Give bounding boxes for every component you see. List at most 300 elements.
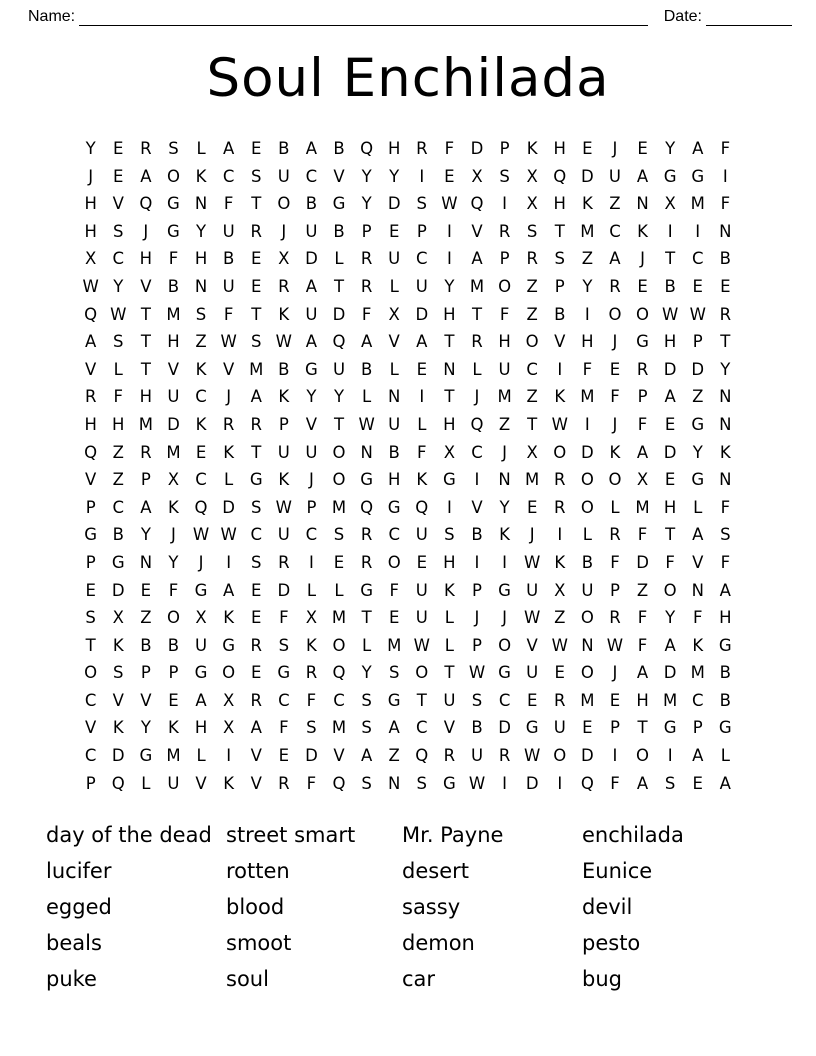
grid-cell[interactable]: S [554, 249, 565, 269]
grid-cell[interactable]: O [498, 276, 512, 296]
grid-cell[interactable]: V [388, 332, 400, 352]
grid-cell[interactable]: M [166, 304, 181, 324]
grid-cell[interactable]: E [637, 276, 648, 296]
grid-cell[interactable]: J [640, 249, 645, 269]
grid-cell[interactable]: T [333, 276, 345, 296]
grid-cell[interactable]: C [305, 166, 318, 186]
grid-cell[interactable]: D [415, 304, 429, 324]
grid-cell[interactable]: R [250, 414, 262, 434]
grid-cell[interactable]: Y [692, 442, 703, 462]
grid-cell[interactable]: C [195, 387, 207, 407]
grid-cell[interactable]: H [636, 690, 649, 710]
grid-cell[interactable]: D [663, 442, 677, 462]
word-list-item[interactable]: soul [226, 967, 269, 992]
grid-cell[interactable]: W [110, 304, 127, 324]
grid-cell[interactable]: H [139, 249, 153, 269]
grid-cell[interactable]: E [251, 139, 262, 158]
grid-cell[interactable]: X [443, 442, 456, 462]
grid-cell[interactable]: X [554, 580, 566, 600]
grid-cell[interactable]: A [692, 525, 704, 545]
grid-cell[interactable]: O [580, 470, 594, 490]
grid-cell[interactable]: B [167, 276, 180, 296]
grid-cell[interactable]: Y [168, 552, 179, 572]
grid-cell[interactable]: S [250, 497, 262, 517]
grid-cell[interactable]: W [220, 525, 237, 545]
grid-cell[interactable]: H [387, 470, 401, 490]
grid-cell[interactable]: J [474, 608, 480, 628]
grid-cell[interactable]: M [166, 442, 181, 462]
grid-cell[interactable]: T [85, 635, 96, 655]
grid-cell[interactable]: B [388, 442, 400, 462]
grid-cell[interactable]: E [113, 166, 124, 186]
grid-cell[interactable]: W [358, 414, 375, 434]
grid-cell[interactable]: E [664, 470, 676, 490]
grid-cell[interactable]: K [112, 718, 124, 738]
grid-cell[interactable]: Y [140, 525, 151, 545]
grid-cell[interactable]: E [582, 718, 593, 738]
grid-cell[interactable]: T [140, 332, 151, 352]
grid-cell[interactable]: J [612, 663, 618, 683]
name-write-line[interactable] [79, 11, 648, 26]
grid-cell[interactable]: D [581, 442, 594, 462]
grid-cell[interactable]: I [557, 359, 563, 379]
grid-cell[interactable]: Y [333, 387, 345, 407]
grid-cell[interactable]: K [554, 552, 566, 572]
grid-cell[interactable]: J [171, 525, 176, 545]
word-search-grid[interactable] [77, 135, 739, 797]
grid-cell[interactable]: M [249, 359, 264, 379]
word-list-item[interactable]: puke [46, 967, 97, 992]
grid-cell[interactable]: L [389, 359, 399, 379]
grid-cell[interactable]: P [609, 580, 620, 600]
grid-cell[interactable]: O [387, 552, 401, 572]
date-write-line[interactable] [706, 11, 792, 26]
grid-cell[interactable]: N [443, 359, 456, 379]
grid-cell[interactable]: T [720, 332, 731, 352]
grid-cell[interactable]: D [111, 746, 125, 766]
grid-cell[interactable]: L [113, 359, 123, 379]
grid-cell[interactable]: L [141, 773, 151, 793]
grid-cell[interactable]: F [279, 608, 289, 628]
grid-cell[interactable]: A [222, 139, 235, 158]
grid-cell[interactable]: Y [389, 166, 400, 186]
grid-cell[interactable]: N [719, 387, 732, 407]
grid-cell[interactable]: F [113, 387, 124, 407]
grid-cell[interactable]: G [442, 773, 456, 793]
grid-cell[interactable]: V [333, 166, 345, 186]
grid-cell[interactable]: F [389, 580, 399, 600]
grid-cell[interactable]: R [609, 525, 621, 545]
grid-cell[interactable]: B [581, 552, 594, 572]
grid-cell[interactable]: U [388, 414, 401, 434]
grid-cell[interactable]: I [446, 221, 452, 241]
grid-cell[interactable]: X [664, 194, 676, 214]
grid-cell[interactable]: J [143, 221, 149, 241]
grid-cell[interactable]: Y [85, 139, 96, 158]
grid-cell[interactable]: K [223, 608, 235, 628]
grid-cell[interactable]: L [472, 359, 482, 379]
grid-cell[interactable]: R [443, 746, 456, 766]
word-list-item[interactable]: smoot [226, 931, 292, 956]
grid-cell[interactable]: O [580, 497, 594, 517]
grid-cell[interactable]: O [553, 442, 567, 462]
grid-cell[interactable]: G [636, 332, 649, 352]
grid-cell[interactable]: C [416, 718, 428, 738]
grid-cell[interactable]: J [88, 166, 94, 186]
grid-cell[interactable]: S [113, 332, 124, 352]
grid-cell[interactable]: G [498, 580, 511, 600]
grid-cell[interactable]: R [84, 387, 97, 407]
grid-cell[interactable]: G [663, 718, 677, 738]
word-list-item[interactable]: enchilada [582, 823, 684, 848]
grid-cell[interactable]: U [277, 166, 290, 186]
grid-cell[interactable]: P [692, 332, 703, 352]
word-list-item[interactable]: sassy [402, 895, 461, 920]
grid-cell[interactable]: G [305, 359, 318, 379]
grid-cell[interactable]: G [718, 718, 732, 738]
grid-cell[interactable]: H [581, 332, 594, 352]
word-list-item[interactable]: desert [402, 859, 469, 884]
grid-cell[interactable]: E [251, 608, 262, 628]
grid-cell[interactable]: V [85, 359, 97, 379]
grid-cell[interactable]: C [333, 690, 345, 710]
grid-cell[interactable]: F [444, 139, 455, 158]
grid-cell[interactable]: E [388, 221, 400, 241]
grid-cell[interactable]: M [138, 414, 153, 434]
grid-cell[interactable]: X [167, 470, 180, 490]
grid-cell[interactable]: T [140, 359, 151, 379]
grid-cell[interactable]: H [553, 194, 566, 214]
word-list-item[interactable]: demon [402, 931, 475, 956]
grid-cell[interactable]: L [334, 580, 344, 600]
grid-cell[interactable]: V [443, 718, 456, 738]
grid-cell[interactable]: A [140, 497, 152, 517]
grid-cell[interactable]: R [278, 552, 290, 572]
grid-cell[interactable]: H [387, 139, 401, 158]
grid-cell[interactable]: B [471, 718, 483, 738]
grid-cell[interactable]: V [112, 194, 124, 214]
grid-cell[interactable]: Y [665, 608, 676, 628]
grid-cell[interactable]: T [637, 718, 648, 738]
grid-cell[interactable]: F [168, 249, 179, 269]
grid-cell[interactable]: Z [526, 387, 538, 407]
grid-cell[interactable]: E [333, 552, 345, 572]
grid-cell[interactable]: Q [415, 746, 429, 766]
grid-cell[interactable]: R [416, 139, 428, 158]
grid-cell[interactable]: T [361, 608, 372, 628]
grid-cell[interactable]: U [388, 249, 401, 269]
grid-cell[interactable]: I [584, 414, 590, 434]
grid-cell[interactable]: M [690, 663, 705, 683]
grid-cell[interactable]: I [446, 249, 452, 269]
grid-cell[interactable]: D [111, 580, 125, 600]
grid-cell[interactable]: Q [84, 304, 98, 324]
grid-cell[interactable]: O [608, 470, 622, 490]
grid-cell[interactable]: E [278, 746, 290, 766]
grid-cell[interactable]: K [499, 525, 510, 545]
grid-cell[interactable]: F [610, 552, 620, 572]
grid-cell[interactable]: G [332, 194, 346, 214]
grid-cell[interactable]: X [388, 304, 400, 324]
grid-cell[interactable]: S [306, 718, 317, 738]
grid-cell[interactable]: W [551, 635, 568, 655]
grid-cell[interactable]: B [719, 249, 731, 269]
grid-cell[interactable]: P [306, 497, 317, 517]
grid-cell[interactable]: M [580, 221, 595, 241]
grid-cell[interactable]: R [360, 552, 373, 572]
grid-cell[interactable]: Q [111, 773, 125, 793]
grid-cell[interactable]: G [249, 470, 263, 490]
grid-cell[interactable]: G [222, 635, 236, 655]
grid-cell[interactable]: C [691, 249, 704, 269]
grid-cell[interactable]: C [222, 166, 235, 186]
grid-cell[interactable]: N [636, 194, 649, 214]
grid-cell[interactable]: O [608, 304, 622, 324]
grid-cell[interactable]: U [608, 166, 621, 186]
grid-cell[interactable]: I [667, 746, 673, 766]
grid-cell[interactable]: K [581, 194, 593, 214]
grid-cell[interactable]: O [580, 608, 594, 628]
grid-cell[interactable]: E [526, 497, 538, 517]
grid-cell[interactable]: E [251, 580, 262, 600]
grid-cell[interactable]: F [692, 608, 703, 628]
grid-cell[interactable]: U [443, 690, 456, 710]
grid-cell[interactable]: H [443, 552, 456, 572]
grid-cell[interactable]: J [281, 221, 287, 241]
grid-cell[interactable]: K [306, 635, 317, 655]
grid-cell[interactable]: C [526, 359, 538, 379]
grid-cell[interactable]: V [692, 552, 704, 572]
grid-cell[interactable]: I [474, 470, 480, 490]
grid-cell[interactable]: C [416, 249, 428, 269]
grid-cell[interactable]: X [278, 249, 290, 269]
grid-cell[interactable]: B [554, 304, 566, 324]
grid-cell[interactable]: Q [553, 166, 567, 186]
grid-cell[interactable]: L [693, 497, 703, 517]
grid-cell[interactable]: N [388, 773, 401, 793]
grid-cell[interactable]: O [332, 635, 346, 655]
grid-cell[interactable]: X [222, 690, 235, 710]
grid-cell[interactable]: I [502, 194, 508, 214]
grid-cell[interactable]: X [305, 608, 318, 628]
grid-cell[interactable]: P [361, 221, 372, 241]
grid-cell[interactable]: R [250, 690, 262, 710]
grid-cell[interactable]: O [332, 442, 346, 462]
grid-cell[interactable]: I [502, 552, 508, 572]
grid-cell[interactable]: U [167, 387, 180, 407]
grid-cell[interactable]: M [690, 194, 705, 214]
grid-cell[interactable]: U [277, 525, 290, 545]
grid-cell[interactable]: R [498, 746, 511, 766]
grid-cell[interactable]: S [416, 773, 428, 793]
grid-cell[interactable]: I [226, 552, 232, 572]
grid-cell[interactable]: F [720, 194, 731, 214]
grid-cell[interactable]: T [665, 525, 676, 545]
grid-cell[interactable]: R [554, 690, 566, 710]
grid-cell[interactable]: V [526, 635, 538, 655]
grid-cell[interactable]: Z [388, 746, 400, 766]
grid-cell[interactable]: Q [332, 663, 346, 683]
grid-cell[interactable]: G [167, 194, 180, 214]
word-list-item[interactable]: pesto [582, 931, 641, 956]
grid-cell[interactable]: F [637, 608, 648, 628]
grid-cell[interactable]: E [609, 359, 621, 379]
grid-cell[interactable]: F [417, 442, 427, 462]
grid-cell[interactable]: I [612, 746, 618, 766]
grid-cell[interactable]: R [250, 221, 262, 241]
grid-cell[interactable]: W [441, 194, 458, 214]
grid-cell[interactable]: J [226, 387, 232, 407]
grid-cell[interactable]: P [554, 276, 565, 296]
grid-cell[interactable]: H [112, 414, 125, 434]
grid-cell[interactable]: K [223, 442, 235, 462]
word-list-item[interactable]: Mr. Payne [402, 823, 504, 848]
grid-cell[interactable]: K [278, 387, 290, 407]
grid-cell[interactable]: G [277, 663, 291, 683]
grid-cell[interactable]: W [275, 497, 292, 517]
grid-cell[interactable]: G [387, 497, 401, 517]
grid-cell[interactable]: B [719, 663, 731, 683]
grid-cell[interactable]: S [113, 663, 124, 683]
grid-cell[interactable]: A [305, 332, 318, 352]
grid-cell[interactable]: W [82, 276, 99, 296]
grid-cell[interactable]: S [444, 525, 455, 545]
grid-cell[interactable]: R [360, 525, 373, 545]
grid-cell[interactable]: F [279, 718, 289, 738]
grid-cell[interactable]: B [278, 139, 290, 158]
grid-cell[interactable]: U [553, 718, 566, 738]
grid-cell[interactable]: H [84, 221, 97, 241]
grid-cell[interactable]: A [471, 249, 483, 269]
grid-cell[interactable]: K [195, 166, 207, 186]
grid-cell[interactable]: L [417, 414, 427, 434]
grid-cell[interactable]: F [361, 304, 372, 324]
grid-cell[interactable]: S [250, 332, 262, 352]
grid-cell[interactable]: B [140, 635, 152, 655]
grid-cell[interactable]: L [196, 139, 206, 158]
grid-cell[interactable]: V [85, 718, 97, 738]
grid-cell[interactable]: P [168, 663, 179, 683]
grid-cell[interactable]: F [306, 690, 317, 710]
grid-cell[interactable]: Y [720, 359, 731, 379]
grid-cell[interactable]: Q [360, 139, 374, 158]
grid-cell[interactable]: D [167, 414, 180, 434]
grid-cell[interactable]: X [112, 608, 124, 628]
grid-cell[interactable]: Y [582, 276, 593, 296]
grid-cell[interactable]: E [444, 166, 455, 186]
grid-cell[interactable]: C [84, 690, 97, 710]
grid-cell[interactable]: A [719, 580, 731, 600]
grid-cell[interactable]: O [222, 663, 236, 683]
grid-cell[interactable]: G [167, 221, 180, 241]
grid-cell[interactable]: R [609, 276, 621, 296]
grid-cell[interactable]: T [444, 332, 455, 352]
grid-cell[interactable]: A [85, 332, 97, 352]
grid-cell[interactable]: X [471, 166, 483, 186]
grid-cell[interactable]: U [415, 580, 428, 600]
grid-cell[interactable]: H [194, 249, 208, 269]
grid-cell[interactable]: O [580, 663, 594, 683]
grid-cell[interactable]: C [84, 746, 97, 766]
grid-cell[interactable]: T [471, 304, 483, 324]
grid-cell[interactable]: K [195, 414, 207, 434]
grid-cell[interactable]: L [389, 276, 399, 296]
grid-cell[interactable]: H [443, 414, 456, 434]
grid-cell[interactable]: S [250, 552, 262, 572]
grid-cell[interactable]: Q [84, 442, 98, 462]
grid-cell[interactable]: N [691, 580, 704, 600]
grid-cell[interactable]: P [140, 663, 151, 683]
grid-cell[interactable]: A [222, 580, 235, 600]
grid-cell[interactable]: C [250, 525, 262, 545]
grid-cell[interactable]: R [719, 304, 732, 324]
grid-cell[interactable]: A [140, 166, 152, 186]
grid-cell[interactable]: A [305, 276, 318, 296]
grid-cell[interactable]: Q [415, 497, 429, 517]
grid-cell[interactable]: V [85, 470, 97, 490]
grid-cell[interactable]: T [665, 249, 676, 269]
grid-cell[interactable]: P [85, 773, 96, 793]
grid-cell[interactable]: G [111, 552, 125, 572]
grid-cell[interactable]: B [167, 635, 180, 655]
grid-cell[interactable]: P [416, 221, 427, 241]
grid-cell[interactable]: S [113, 221, 124, 241]
grid-cell[interactable]: N [194, 194, 208, 214]
grid-cell[interactable]: Q [360, 497, 374, 517]
grid-cell[interactable]: A [195, 690, 207, 710]
grid-cell[interactable]: R [278, 276, 290, 296]
grid-cell[interactable]: B [333, 139, 345, 158]
grid-cell[interactable]: T [444, 663, 455, 683]
word-list-item[interactable]: rotten [226, 859, 290, 884]
grid-cell[interactable]: T [251, 304, 262, 324]
grid-cell[interactable]: W [220, 332, 237, 352]
grid-cell[interactable]: A [719, 773, 731, 793]
grid-cell[interactable]: U [167, 773, 180, 793]
grid-cell[interactable]: H [443, 304, 456, 324]
grid-cell[interactable]: W [275, 332, 292, 352]
grid-cell[interactable]: V [222, 359, 235, 379]
grid-cell[interactable]: C [112, 249, 125, 269]
grid-cell[interactable]: E [195, 442, 207, 462]
grid-cell[interactable]: E [692, 773, 703, 793]
grid-cell[interactable]: W [524, 746, 541, 766]
grid-cell[interactable]: V [140, 276, 152, 296]
grid-cell[interactable]: N [581, 635, 594, 655]
grid-cell[interactable]: U [581, 580, 594, 600]
grid-cell[interactable]: D [636, 552, 649, 572]
grid-cell[interactable]: G [691, 166, 705, 186]
grid-cell[interactable]: Y [499, 497, 510, 517]
grid-cell[interactable]: L [306, 580, 317, 600]
grid-cell[interactable]: N [498, 470, 511, 490]
grid-cell[interactable]: Z [526, 276, 538, 296]
grid-cell[interactable]: M [580, 387, 595, 407]
grid-cell[interactable]: Q [470, 194, 484, 214]
grid-cell[interactable]: A [416, 332, 428, 352]
grid-cell[interactable]: M [331, 718, 347, 738]
grid-cell[interactable]: Z [498, 414, 511, 434]
grid-cell[interactable]: K [278, 304, 290, 324]
grid-cell[interactable]: V [554, 332, 566, 352]
grid-cell[interactable]: K [609, 442, 621, 462]
grid-cell[interactable]: J [529, 525, 535, 545]
grid-cell[interactable]: R [360, 249, 373, 269]
grid-cell[interactable]: O [663, 580, 677, 600]
grid-cell[interactable]: J [474, 387, 480, 407]
grid-cell[interactable]: O [525, 332, 539, 352]
grid-cell[interactable]: F [306, 773, 317, 793]
